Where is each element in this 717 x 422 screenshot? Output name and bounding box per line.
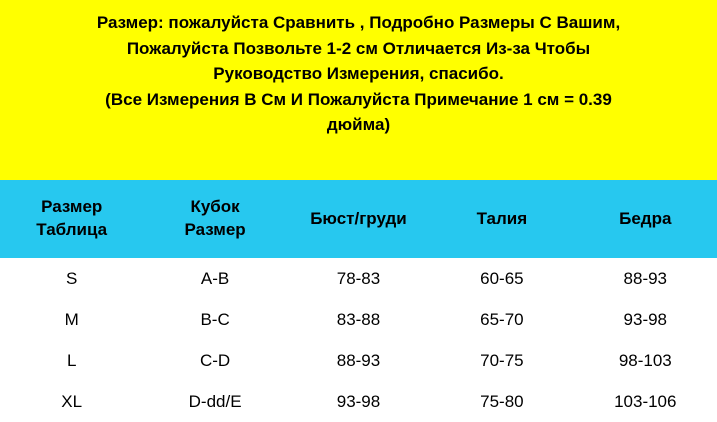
- measurement-notice: [0, 0, 717, 180]
- cell-cup: D-dd/E: [143, 381, 286, 422]
- cell-waist: 75-80: [430, 381, 573, 422]
- column-header-size-chart: [0, 180, 143, 258]
- column-header-line2: Размер: [184, 220, 246, 239]
- notice-line: (Все Измерения В См И Пожалуйста Примечание 1 см = 0.39: [105, 89, 612, 109]
- size-table-body: [0, 258, 717, 422]
- column-header-waist: Талия: [476, 208, 528, 228]
- notice-line: Пожалуйста Позвольте 1-2 см Отличается Из-за Чтобы: [126, 38, 591, 58]
- cell-hips: 98-103: [574, 340, 717, 381]
- cell-hips: 103-106: [574, 381, 717, 422]
- column-header-bust: Бюст/груди: [310, 208, 407, 228]
- table-row: [0, 299, 717, 340]
- column-header-line1: Кубок: [190, 197, 240, 217]
- cell-size: XL: [0, 381, 143, 422]
- size-table-head: [0, 180, 717, 258]
- cell-hips: 93-98: [574, 299, 717, 340]
- size-table: [0, 180, 717, 422]
- cell-hips: 88-93: [574, 258, 717, 299]
- column-header-line2: Таблица: [36, 220, 108, 239]
- table-header-row: [0, 180, 717, 258]
- cell-size: S: [0, 258, 143, 299]
- notice-line: дюйма): [326, 115, 391, 134]
- cell-waist: 65-70: [430, 299, 573, 340]
- cell-bust: 88-93: [287, 340, 430, 381]
- cell-waist: 60-65: [430, 258, 573, 299]
- cell-cup: A-B: [143, 258, 286, 299]
- cell-bust: 78-83: [287, 258, 430, 299]
- cell-size: L: [0, 340, 143, 381]
- column-header-cup-size: [143, 180, 286, 258]
- table-row: [0, 381, 717, 422]
- cell-cup: B-C: [143, 299, 286, 340]
- notice-line: Руководство Измерения, спасибо.: [213, 64, 504, 83]
- cell-size: M: [0, 299, 143, 340]
- cell-bust: 83-88: [287, 299, 430, 340]
- cell-cup: C-D: [143, 340, 286, 381]
- notice-line: Размер: пожалуйста Сравнить , Подробно Размеры С Вашим,: [96, 13, 621, 32]
- table-row: [0, 340, 717, 381]
- column-header-line1: Размер: [41, 197, 103, 217]
- column-header-hips: Бедра: [619, 208, 672, 228]
- table-row: [0, 258, 717, 299]
- cell-waist: 70-75: [430, 340, 573, 381]
- cell-bust: 93-98: [287, 381, 430, 422]
